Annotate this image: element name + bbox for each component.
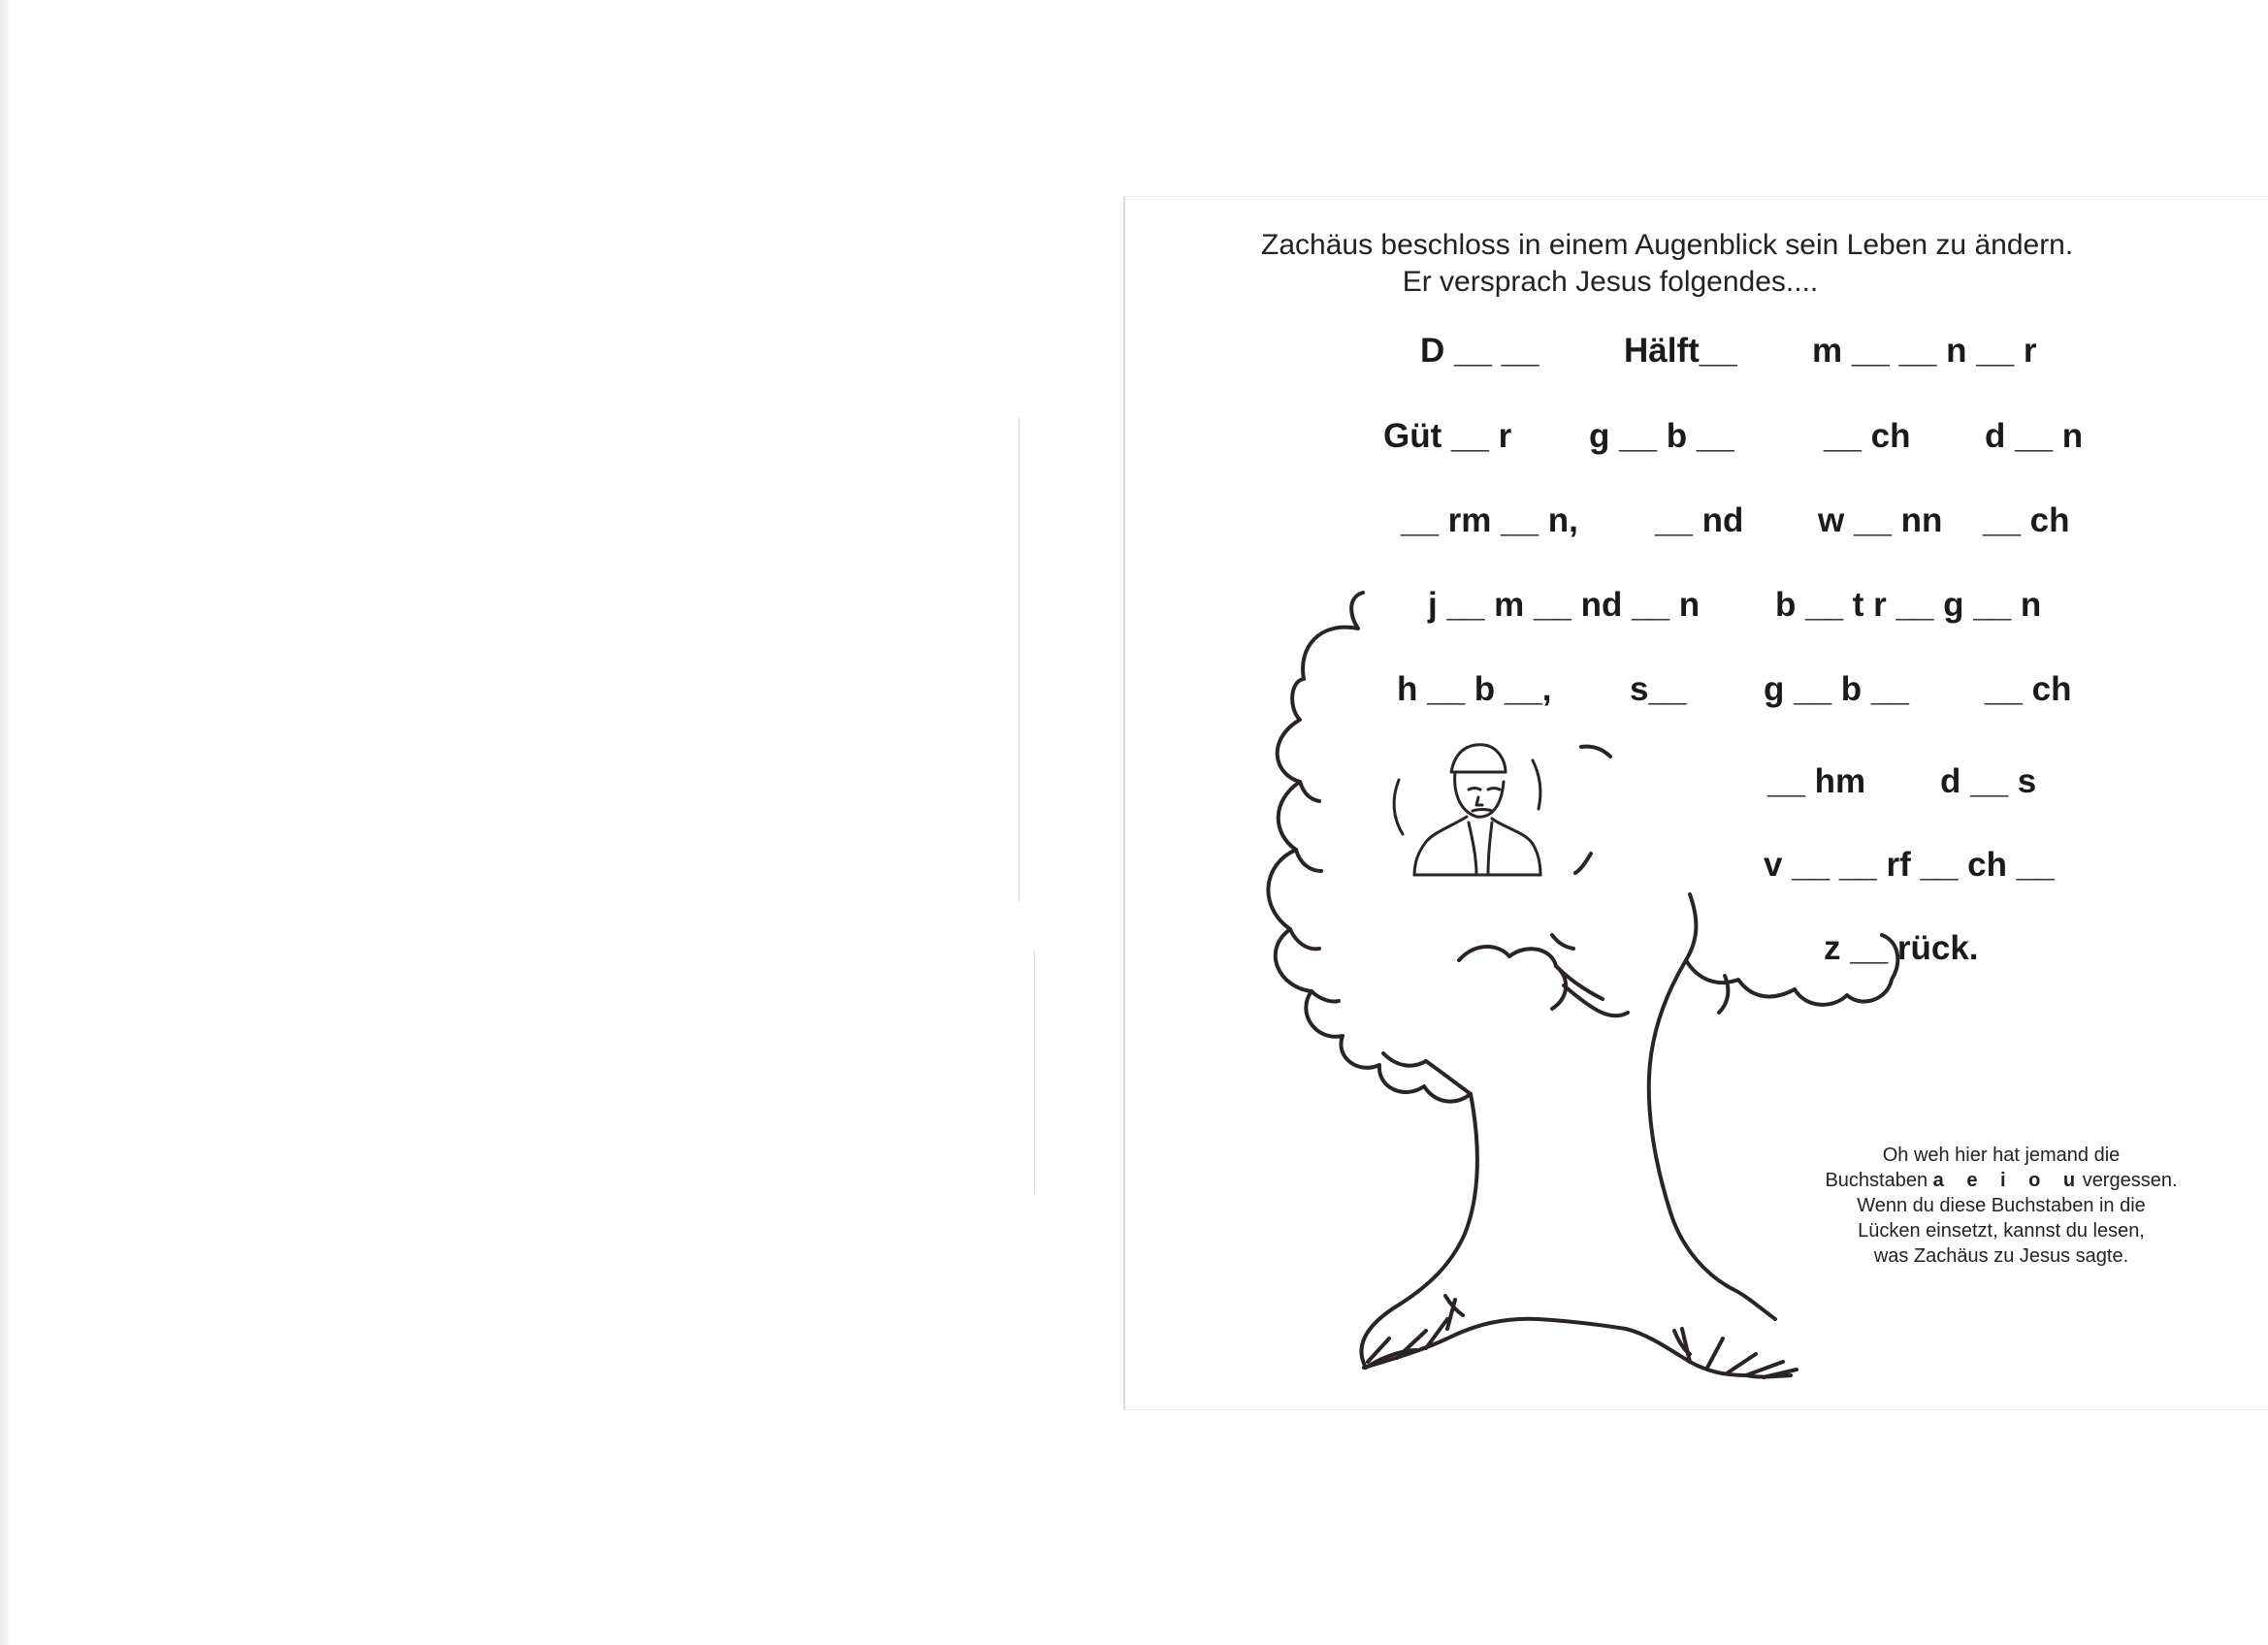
hint-line-5: was Zachäus zu Jesus sagte.	[1873, 1245, 2129, 1267]
word-gap: g __ b __	[1589, 417, 1734, 455]
word-gap: h __ b __,	[1397, 670, 1552, 708]
word-gap: __ rm __ n,	[1401, 501, 1578, 539]
word-gap: g __ b __	[1764, 670, 1909, 708]
word-gap: __ ch	[1985, 670, 2072, 708]
word-gap: Güt __ r	[1383, 417, 1512, 455]
hint-line-3: Wenn du diese Buchstaben in die	[1857, 1195, 2146, 1216]
word-gap: w __ nn	[1818, 501, 1943, 539]
word-gap: __ hm	[1767, 762, 1866, 800]
word-gap: Hälft__	[1624, 332, 1737, 370]
word-gap: v __ __ rf __ ch __	[1764, 846, 2055, 884]
hint-line-2	[1800, 1168, 2202, 1193]
word-gap: s__	[1630, 670, 1687, 708]
word-gap: b __ t r __ g __ n	[1775, 586, 2042, 624]
scan-mark	[1019, 417, 1020, 902]
hint-line-4: Lücken einsetzt, kannst du lesen,	[1858, 1220, 2145, 1242]
word-gap: d __ n	[1985, 417, 2084, 455]
hint-suffix: vergessen.	[2082, 1170, 2178, 1191]
scan-mark	[1034, 951, 1035, 1193]
word-gap: __ nd	[1655, 501, 1744, 539]
zachaeus-icon	[1387, 722, 1571, 887]
word-gap: __ ch	[1983, 501, 2070, 539]
heading-line-1: Zachäus beschloss in einem Augenblick sein Leben zu ändern.	[1261, 229, 2074, 261]
hint-text	[1800, 1143, 2202, 1269]
word-gap: z __ rück.	[1824, 929, 1979, 967]
word-gap: __ ch	[1824, 417, 1911, 455]
heading-line-2: Er versprach Jesus folgendes....	[1402, 266, 1819, 298]
worksheet-heading	[1261, 227, 2074, 301]
word-gap: d __ s	[1940, 762, 2037, 800]
scan-edge	[0, 0, 12, 1645]
word-gap: m __ __ n __ r	[1812, 332, 2037, 370]
hint-line-1: Oh weh hier hat jemand die	[1882, 1145, 2121, 1166]
hint-prefix: Buchstaben	[1825, 1170, 1928, 1191]
missing-vowels: a e i o u	[1932, 1170, 2078, 1191]
word-gap: D __ __	[1420, 332, 1539, 370]
word-gap: j __ m __ nd __ n	[1428, 586, 1701, 624]
